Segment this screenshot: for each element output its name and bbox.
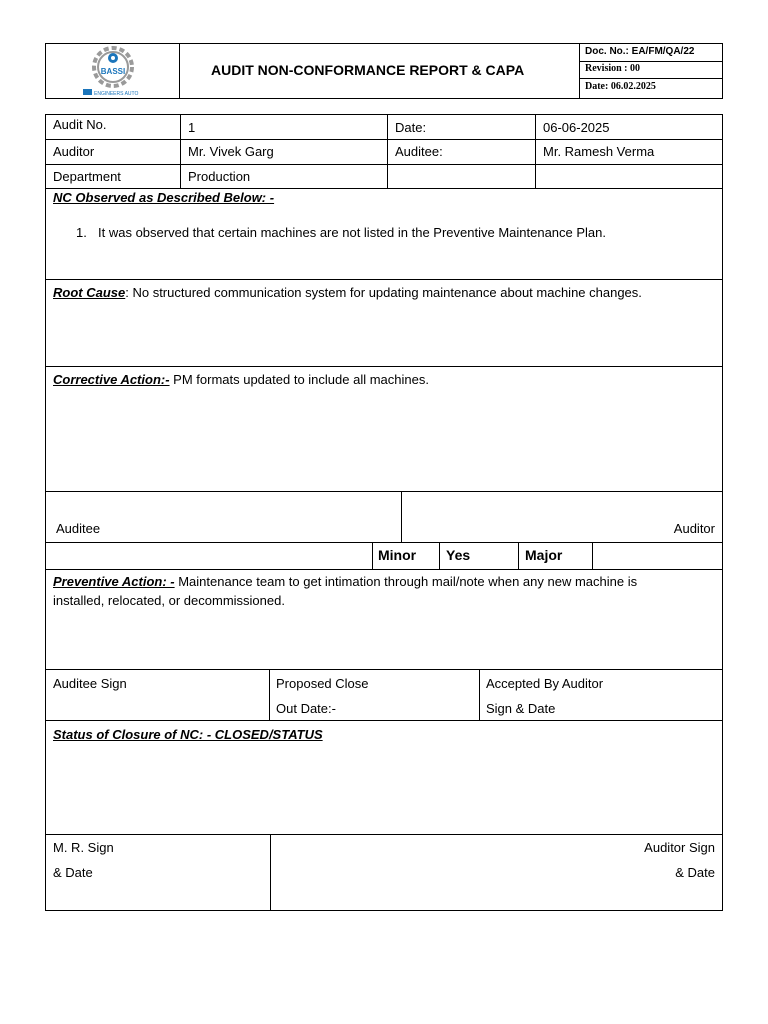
company-logo	[78, 45, 148, 97]
proposed-close-label: Proposed Close	[276, 676, 369, 691]
proposed-close-label-2: Out Date:-	[276, 701, 336, 716]
root-cause[interactable]	[53, 285, 642, 300]
revision: Revision : 00	[585, 63, 640, 74]
mr-date-label: & Date	[53, 865, 93, 880]
doc-number: Doc. No.: EA/FM/QA/22	[585, 46, 695, 57]
severity-yes[interactable]: Yes	[446, 547, 471, 563]
row-rule	[45, 164, 723, 165]
section-rule	[45, 834, 723, 835]
row-rule	[45, 139, 723, 140]
date-value[interactable]: 06-06-2025	[543, 120, 610, 135]
doc-date: Date: 06.02.2025	[585, 81, 656, 92]
date-label: Date:	[395, 120, 427, 135]
preventive-action[interactable]	[53, 574, 637, 589]
auditor-date-label: & Date	[675, 865, 715, 880]
severity-major[interactable]: Major	[525, 547, 563, 563]
auditee-label: Auditee:	[395, 144, 443, 159]
nc-heading: NC Observed as Described Below: -	[53, 190, 275, 205]
corrective-action[interactable]	[53, 372, 429, 387]
section-rule	[45, 366, 723, 367]
audit-no-label: Audit No.	[53, 117, 107, 132]
auditee-signature-label: Auditee	[56, 521, 101, 536]
nc-item-text[interactable]: It was observed that certain machines are not listed in the Preventive Maintenance Plan.	[98, 225, 607, 240]
col-rule	[518, 542, 519, 569]
accepted-by-auditor-label: Accepted By Auditor	[486, 676, 604, 691]
department-value[interactable]: Production	[188, 169, 251, 184]
header-divider-1	[179, 43, 180, 99]
corrective-action-text: PM formats updated to include all machines.	[169, 372, 429, 387]
auditor-value[interactable]: Mr. Vivek Garg	[188, 144, 274, 159]
severity-minor[interactable]: Minor	[378, 547, 417, 563]
auditee-sign-label: Auditee Sign	[53, 676, 127, 691]
header-rule-2	[579, 78, 723, 79]
col-rule	[535, 114, 536, 188]
col-rule	[372, 542, 373, 569]
logo-mark	[83, 89, 92, 95]
header-rule-1	[579, 61, 723, 62]
col-rule	[269, 669, 270, 720]
logo-subtext: ENGINEERS AUTO	[94, 91, 139, 97]
col-rule	[479, 669, 480, 720]
form-title: AUDIT NON-CONFORMANCE REPORT & CAPA	[211, 62, 525, 78]
col-rule	[387, 114, 388, 188]
col-rule	[592, 542, 593, 569]
col-rule	[439, 542, 440, 569]
section-rule	[45, 569, 723, 570]
status-closure-heading: Status of Closure of NC: - CLOSED/STATUS	[53, 727, 323, 742]
logo-text: BASSI	[100, 67, 126, 76]
root-cause-label: Root Cause	[53, 285, 126, 300]
col-rule	[180, 114, 181, 188]
row-rule	[45, 188, 723, 189]
preventive-action-label: Preventive Action: -	[53, 574, 175, 589]
corrective-action-label: Corrective Action:-	[53, 372, 170, 387]
section-rule	[45, 669, 723, 670]
section-rule	[45, 542, 723, 543]
col-rule	[401, 491, 402, 542]
accepted-sign-date-label: Sign & Date	[486, 701, 556, 716]
department-label: Department	[53, 169, 121, 184]
col-rule	[270, 834, 271, 911]
mr-sign-label: M. R. Sign	[53, 840, 114, 855]
auditor-label: Auditor	[53, 144, 95, 159]
section-rule	[45, 720, 723, 721]
section-rule	[45, 491, 723, 492]
auditor-signature-label: Auditor	[673, 521, 715, 536]
header-divider-2	[579, 43, 580, 99]
auditor-sign-label: Auditor Sign	[644, 840, 715, 855]
root-cause-text: : No structured communication system for updating maintenance about machine changes.	[125, 285, 642, 300]
audit-no-value[interactable]: 1	[188, 120, 196, 135]
nc-item-number: 1.	[76, 225, 87, 240]
preventive-action-text-2: installed, relocated, or decommissioned.	[53, 593, 285, 608]
preventive-action-text: Maintenance team to get intimation through mail/note when any new machine is	[174, 574, 638, 589]
auditee-value[interactable]: Mr. Ramesh Verma	[543, 144, 655, 159]
section-rule	[45, 279, 723, 280]
